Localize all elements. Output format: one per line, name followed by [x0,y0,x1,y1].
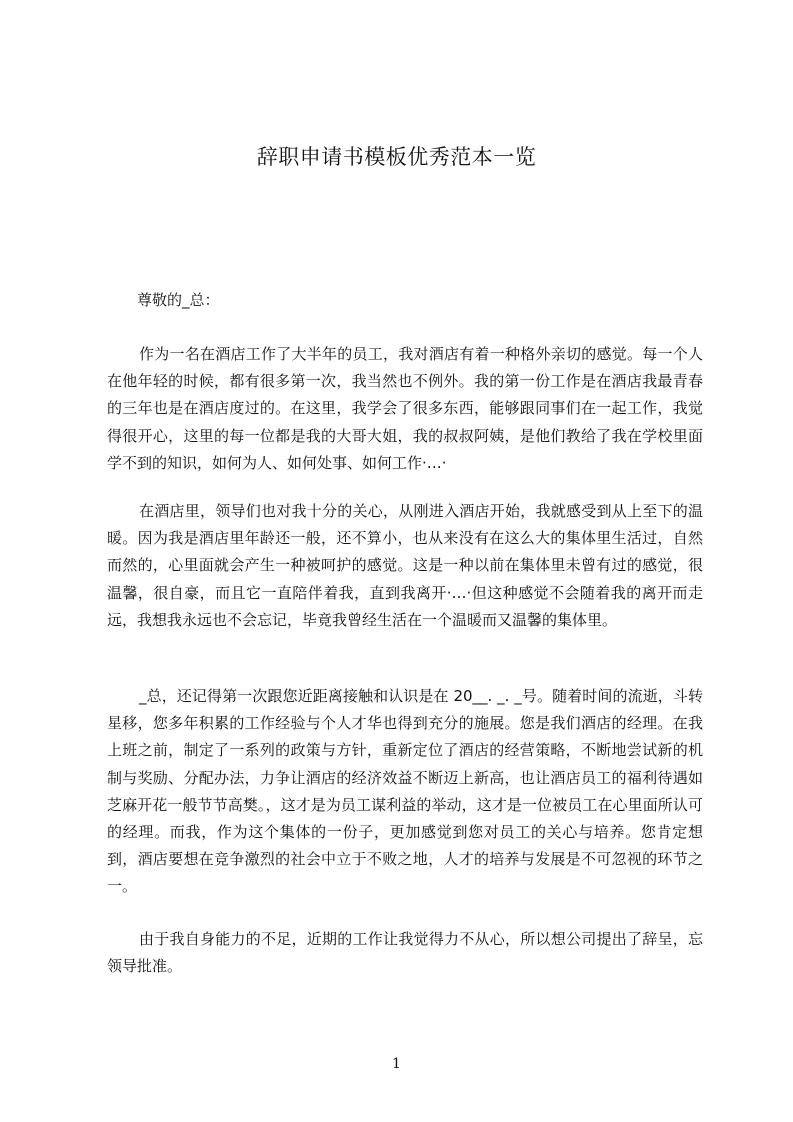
page-number: 1 [392,1056,401,1072]
paragraph-4: 由于我自身能力的不足，近期的工作让我觉得力不从心，所以想公司提出了辞呈，忘领导批准。 [107,930,703,976]
paragraph-2: 在酒店里，领导们也对我十分的关心，从刚进入酒店开始，我就感受到从上至下的温暖。因为我是酒店里年龄还一般，还不算小，也从来没有在这么大的集体里生活过，自然而然的，心里面就会产生一种被呵护的感觉。这是一种以前在集体里未曾有过的感觉，很温馨，很自豪，而且它一直陪伴着我，直到我离开·…·但这种感觉不会随着我的离开而走远，我想我永远也不会忘记，毕竟我曾经生活在一个温暖而又温馨的集体里。 [107,502,703,629]
paragraph-3: _总，还记得第一次跟您近距离接触和认识是在 20__. _. _号。随着时间的流逝，斗转星移，您多年积累的工作经验与个人才华也得到充分的施展。您是我们酒店的经理。在我上班之前，制定了一系列的政策与方针，重新定位了酒店的经营策略，不断地尝试新的机制与奖励、分配办法，力争让酒店的经济效益不断迈上新高，也让酒店员工的福利待遇如芝麻开花一般节节高樊。，这才是为员工谋利益的举动，这才是一位被员工在心里面所认可的经理。而我，作为这个集体的一份子，更加感觉到您对员工的关心与培养。您肯定想到，酒店要想在竞争激烈的社会中立于不败之地，人才的培养与发展是不可忽视的环节之一。 [107,687,703,896]
paragraph-1: 作为一名在酒店工作了大半年的员工，我对酒店有着一种格外亲切的感觉。每一个人在他年轻的时候，都有很多第一次，我当然也不例外。我的第一份工作是在酒店我最青春的三年也是在酒店度过的。在这里，我学会了很多东西，能够跟同事们在一起工作，我觉得很开心，这里的每一位都是我的大哥大姐，我的叔叔阿姨，是他们教给了我在学校里面学不到的知识，如何为人、如何处事、如何工作·…· [107,345,703,472]
salutation: 尊敬的_总： [137,291,220,309]
document-title: 辞职申请书模板优秀范本一览 [256,145,537,169]
